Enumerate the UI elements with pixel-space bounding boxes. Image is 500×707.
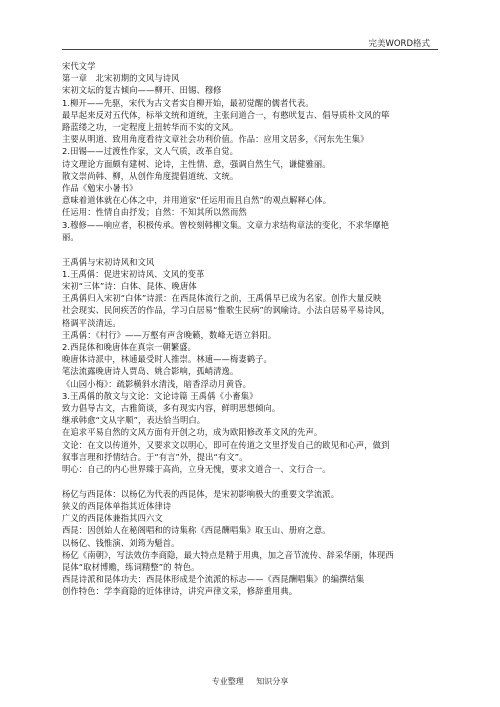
text-line: 诗文理论方面颇有建树、论诗，主性情、意，强调自然生气，谦健雅丽。 xyxy=(62,158,331,169)
text-line: 创作特色：学李商隐的近体律诗，讲究声律文采，修辞重用典。 xyxy=(62,586,298,597)
section-gap xyxy=(62,243,438,256)
text-line: 昆体“取材博赡，练词精整”的 特色。 xyxy=(62,561,200,572)
text-line: 作品《勉宋小暑书》 xyxy=(62,183,138,194)
text-line: 散文崇尚韩、柳，从创作角度提倡道统、文统。 xyxy=(62,170,239,181)
text-line: 主要从明道、致用角度看待文章社会功利价值。作品：应用文居多，《河东先生集》 xyxy=(62,134,369,145)
text-line: 西昆诗派和昆体功夫：西昆体形成是个流派的标志——《西昆酬唱集》的编撰结集 xyxy=(62,574,365,585)
text-line: 丽。 xyxy=(62,231,79,242)
text-line: 宋初“三体”诗：白体、昆体、晚唐体 xyxy=(62,280,197,291)
text-line: 杨亿《南朝》，写法效仿李商隐，最大特点是精于用典，加之音节流传、辞采华丽，体现西 xyxy=(62,549,394,560)
text-line: 任运用：性情自由抒发；自然：不知其所以然而然 xyxy=(62,207,247,218)
text-line: 格调平淡清远。 xyxy=(62,317,121,328)
section-gap xyxy=(62,475,438,488)
text-line: 文论：在文以传道外，又要求文以明心，即可在传道之文里抒发自己的欧见和心声，做到 xyxy=(62,439,390,450)
text-line: 3.穆修——响应者，积极传承。曾校刻韩柳文集。文章力求结构章法的变化，不求华靡艳 xyxy=(62,219,390,230)
text-line: 明心：自己的内心世界臻于高尚，立身无愧，要求文道合一、文行合一。 xyxy=(62,464,331,474)
text-line: 西昆：因创始人在秘阁唱和的诗集称《西昆酬唱集》取玉山、册府之意。 xyxy=(62,525,331,536)
text-line: 晚唐体诗派中，林逋最受时人推崇。林逋——梅妻鹤子。 xyxy=(62,354,272,365)
text-line: 社会现实、民间疾苦的作品，学习白居易“惟歌生民病”的讽喻诗。小法白居易平易诗风， xyxy=(62,305,390,316)
header-title: 完美WORD格式 xyxy=(368,39,430,49)
text-line: 路蓝缕之功，一定程度上扭转华而不实的文风。 xyxy=(62,122,239,133)
text-line: 第一章 北宋初期的文风与诗风 xyxy=(62,73,180,84)
text-line: 王禹偁与宋初诗风和文风 xyxy=(62,256,155,267)
text-line: 3.王禹偁的散文与文论：文论诗篇 王禹偁《小畜集》 xyxy=(62,390,258,401)
text-line: 在追求平易自然的文风方面有开创之功，成为欧阳修改革文风的先声。 xyxy=(62,427,323,438)
page-header xyxy=(0,0,500,52)
text-line: 广义的西昆体兼指其四六文 xyxy=(62,513,163,524)
text-line: 继承韩愈“文从字顺”，表达恰当明白。 xyxy=(62,415,206,426)
text-line: 王禹偁：《村行》——万壑有声含晚籁，数峰无语立斜阳。 xyxy=(62,329,277,340)
text-line: 1.王禹偁：促进宋初诗风、文风的变革 xyxy=(62,268,205,279)
text-line: 杨亿与西昆体：以杨亿为代表的西昆体，是宋初影响极大的重要文学流派。 xyxy=(62,488,340,499)
text-line: 笔法流露晚唐诗人贾岛、姚合影响，孤峭清逸。 xyxy=(62,366,239,377)
text-line: 宋初文坛的复古倾向——柳开、田锡、穆修 xyxy=(62,85,222,96)
text-line: 以杨亿、钱惟演、刘筠为魁首。 xyxy=(62,537,180,548)
document-body xyxy=(62,60,438,598)
text-line: 2.西昆体和晚唐体在真宗一朝繁盛。 xyxy=(62,341,197,352)
text-line: 意味着道体就在心体之中，并用道家“任运用而且自然”的观点解释心体。 xyxy=(62,195,332,206)
text-line: 狭义的西昆体单指其近体律诗 xyxy=(62,500,172,511)
header-rule xyxy=(62,49,438,50)
text-line: 致力倡导古文，古雅简谈，多有现实内容，鲜明思想倾向。 xyxy=(62,402,281,413)
text-line: 最早起来反对五代体，标举文统和道统，主张问道合一，有憨吠复古、倡导质朴文风的筚 xyxy=(62,109,390,120)
text-line: 叙事言理和抒情结合。于“有言”外，提出“有文”。 xyxy=(62,451,248,462)
text-line: 2.田锡——过渡性作家，文人气质，改革自觉。 xyxy=(62,146,239,157)
text-line: 宋代文学 xyxy=(62,61,96,71)
page-footer: 专业整理 知识分享 xyxy=(211,677,289,686)
text-line: 《山园小梅》：疏影横斜水清浅，暗香浮动月黄昏。 xyxy=(62,378,251,389)
text-line: 1.柳开——先驱，宋代为古文者实自柳开始，最初觉醒的儒者代表。 xyxy=(62,97,314,108)
text-line: 王禹偁归入宋初“白体”诗派：在西昆体流行之前，王禹偁早已成为名家。创作大量反映 xyxy=(62,293,382,304)
